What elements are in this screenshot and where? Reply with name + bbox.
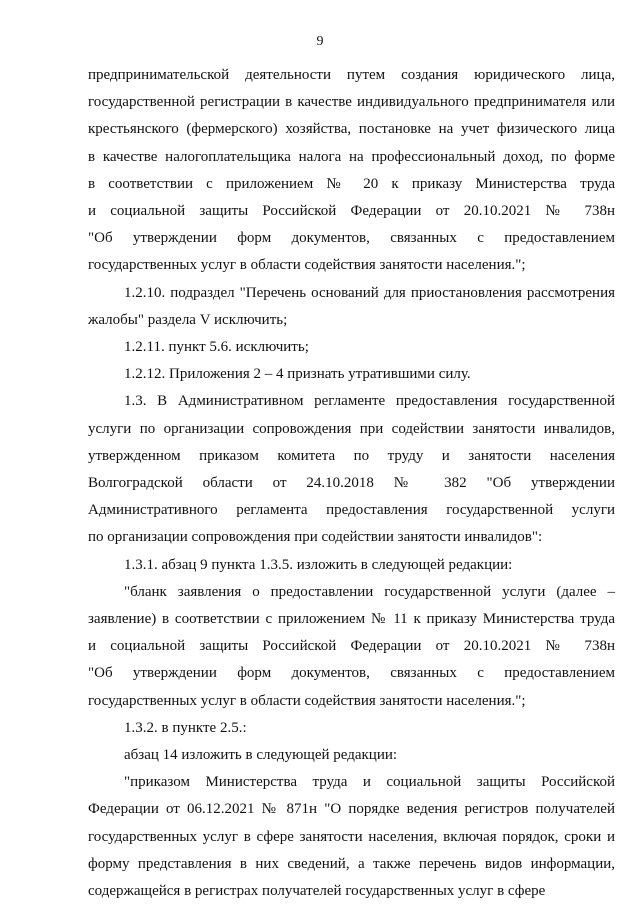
paragraph-line: 1.3.2. в пункте 2.5.: (124, 719, 247, 736)
paragraph (88, 769, 615, 905)
paragraph-line: 1.3. В Административном регламенте предоставления государственной (124, 393, 615, 410)
paragraph-line: Административного регламента предоставления государственной услуги (88, 502, 615, 519)
document-body (88, 62, 615, 905)
paragraph (88, 62, 615, 280)
paragraph-line: содержащейся в регистрах получателей государственных услуг в сфере (88, 883, 546, 900)
paragraph-line: государственных услуг в области содействия занятости населения."; (88, 692, 526, 709)
paragraph-line: Федерации от 06.12.2021 № 871н "О порядке ведения регистров получателей (88, 801, 615, 818)
paragraph (88, 552, 615, 579)
paragraph-line: "бланк заявления о предоставлении государственной услуги (далее – (124, 583, 615, 600)
paragraph-line: государственных услуг в сфере занятости населения, включая порядок, сроки и (88, 828, 615, 845)
paragraph (88, 280, 615, 334)
paragraph-line: заявление) в соответствии с приложением № 11 к приказу Министерства труда (88, 611, 615, 628)
paragraph-line: государственных услуг в области содействия занятости населения."; (88, 257, 526, 274)
paragraph-line: и социальной защиты Российской Федерации от 20.10.2021 № 738н (88, 638, 615, 655)
paragraph-line: 1.2.12. Приложения 2 – 4 признать утратившими силу. (124, 366, 471, 383)
paragraph-line: в соответствии с приложением № 20 к приказу Министерства труда (88, 175, 615, 192)
paragraph-line: "приказом Министерства труда и социальной защиты Российской (124, 774, 615, 791)
paragraph-line: 1.2.11. пункт 5.6. исключить; (124, 339, 309, 356)
paragraph (88, 388, 615, 551)
paragraph-line: и социальной защиты Российской Федерации от 20.10.2021 № 738н (88, 203, 615, 220)
paragraph-line: абзац 14 изложить в следующей редакции: (124, 747, 398, 764)
paragraph-line: 1.3.1. абзац 9 пункта 1.3.5. изложить в следующей редакции: (124, 556, 513, 573)
paragraph (88, 715, 615, 742)
paragraph-line: Волгоградской области от 24.10.2018 № 382 "Об утверждении (88, 475, 615, 492)
paragraph-line: крестьянского (фермерского) хозяйства, постановке на учет физического лица (88, 121, 615, 138)
paragraph (88, 361, 615, 388)
page-number: 9 (316, 34, 324, 49)
paragraph-line: 1.2.10. подраздел "Перечень оснований для приостановления рассмотрения (124, 284, 615, 301)
paragraph-line: "Об утверждении форм документов, связанных с предоставлением (88, 665, 615, 682)
paragraph-line: государственной регистрации в качестве индивидуального предпринимателя или (88, 94, 615, 111)
paragraph-line: услуги по организации сопровождения при содействии занятости инвалидов, (88, 420, 615, 437)
paragraph (88, 742, 615, 769)
paragraph-line: "Об утверждении форм документов, связанных с предоставлением (88, 230, 615, 247)
paragraph-line: по организации сопровождения при содействии занятости инвалидов": (88, 529, 543, 546)
paragraph (88, 579, 615, 715)
paragraph-line: форму представления в них сведений, а также перечень видов информации, (88, 855, 615, 872)
paragraph-line: в качестве налогоплательщика налога на профессиональный доход, по форме (88, 148, 615, 165)
paragraph (88, 334, 615, 361)
paragraph-line: утвержденном приказом комитета по труду и занятости населения (88, 447, 615, 464)
paragraph-line: предпринимательской деятельности путем создания юридического лица, (88, 67, 615, 83)
paragraph-line: жалобы" раздела V исключить; (88, 311, 288, 328)
